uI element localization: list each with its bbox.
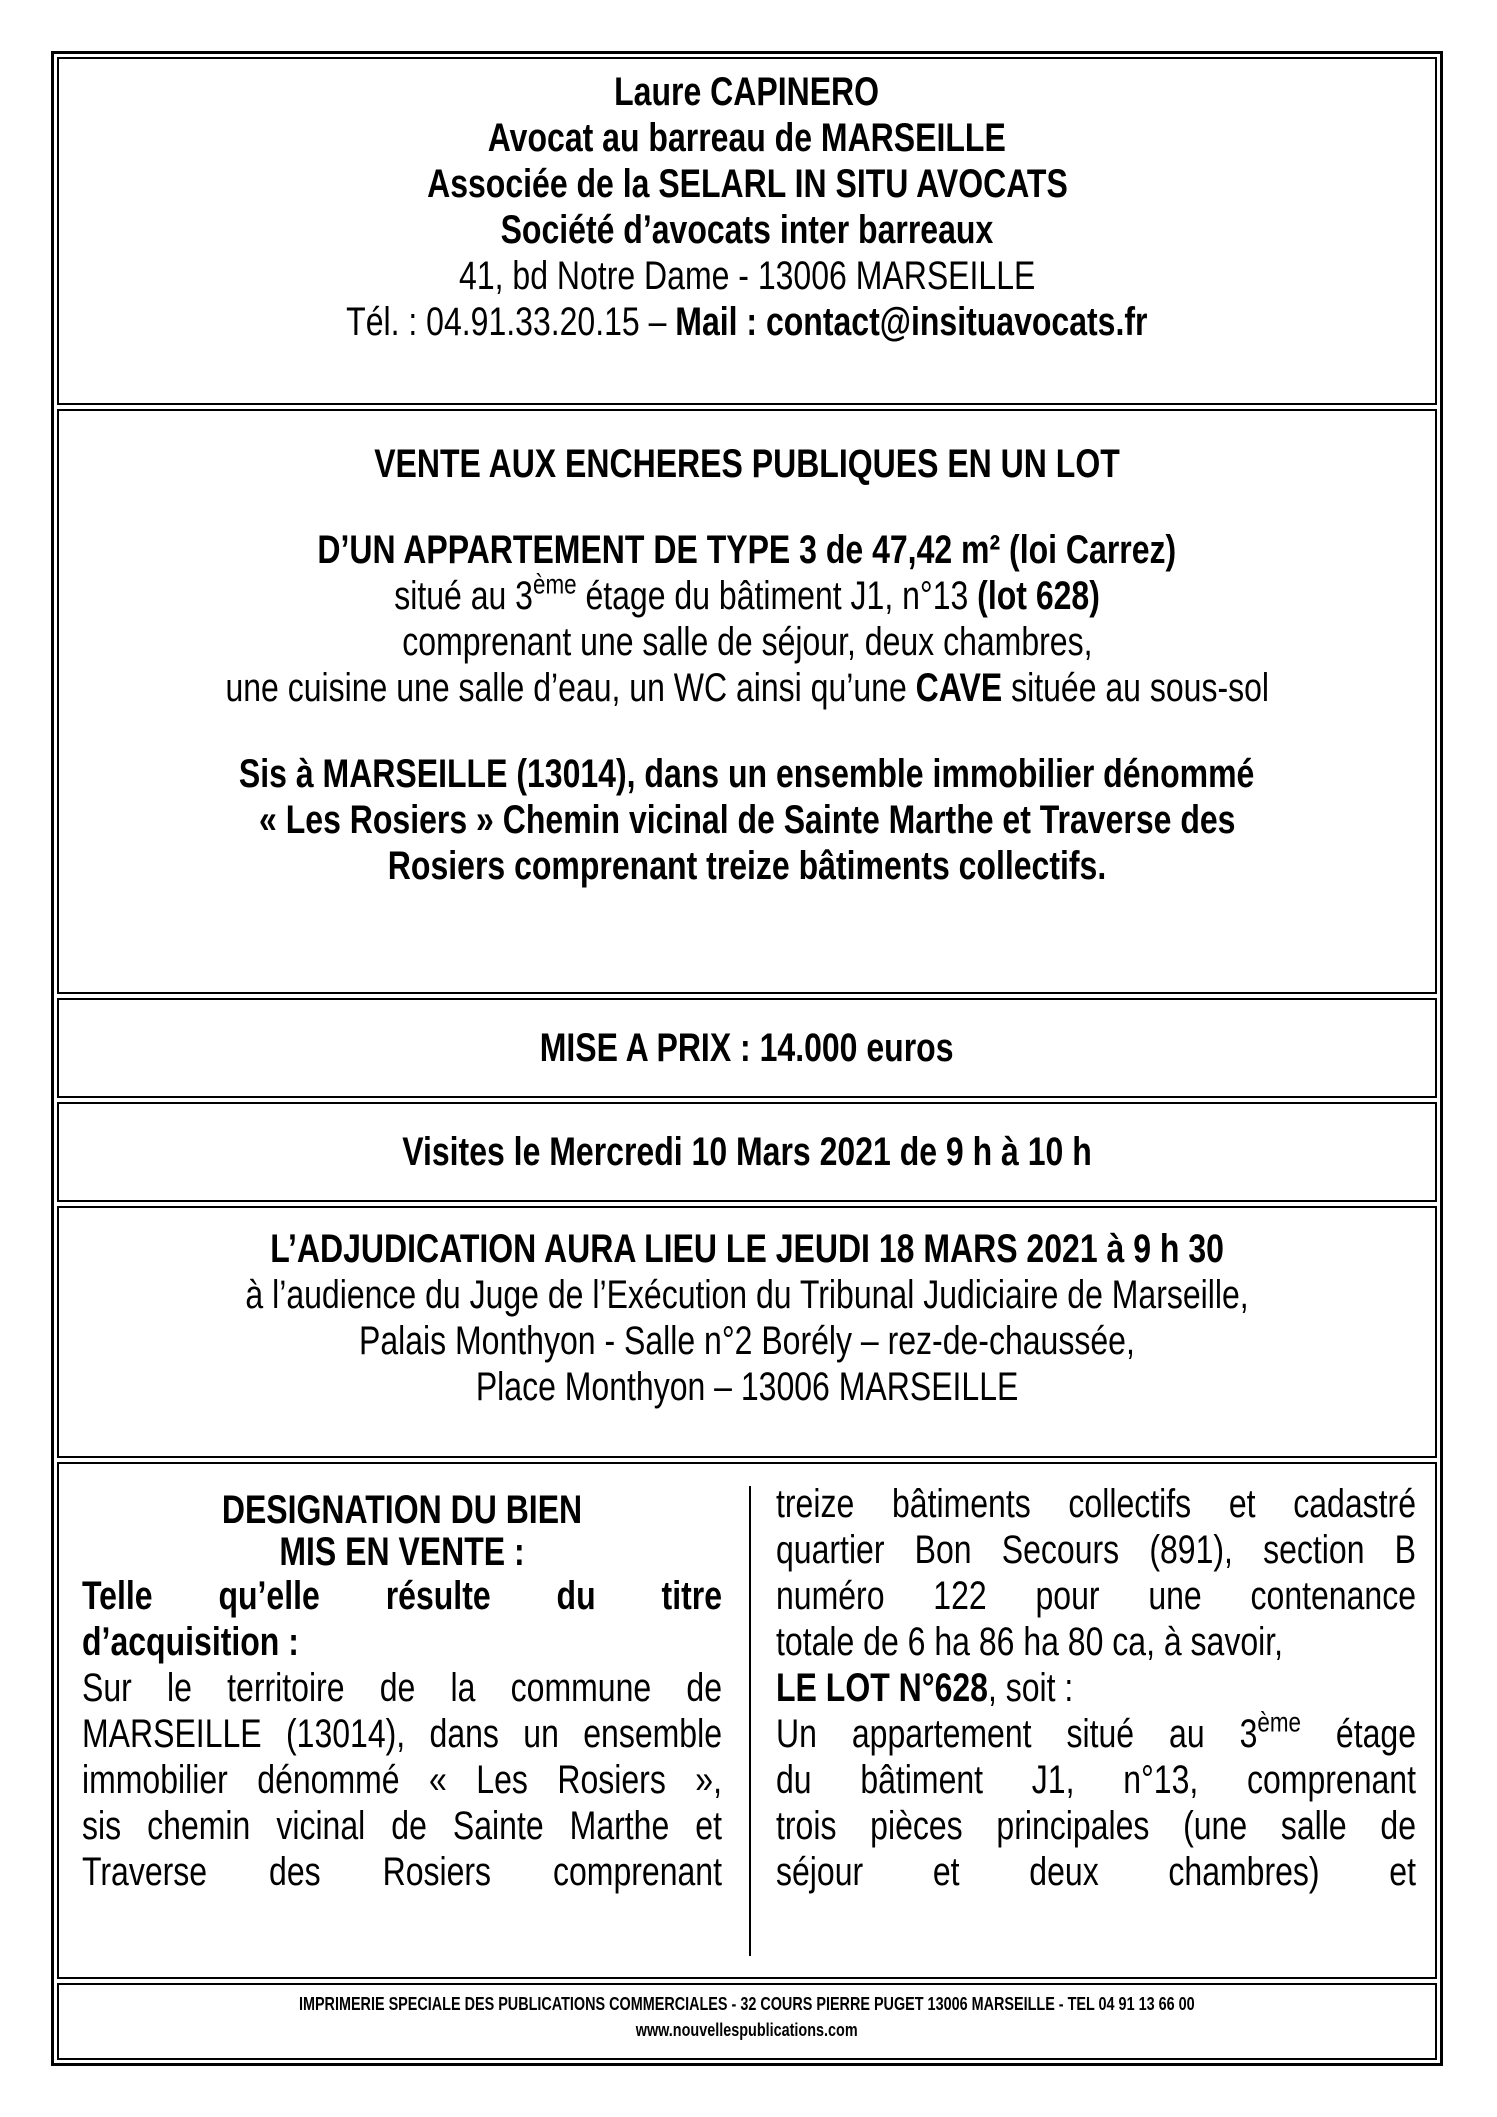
designation-heading-2: MIS EN VENTE : bbox=[279, 1530, 525, 1574]
designation-text-line: totale de 6 ha 86 ha 80 ca, à savoir, bbox=[776, 1620, 1284, 1664]
adjudication-line-2: Palais Monthyon - Salle n°2 Borély – rez-de-chaussée, bbox=[359, 1319, 1135, 1363]
designation-text-line: treize bâtiments collectifs et cadastré bbox=[776, 1482, 1416, 1526]
property-location-1: Sis à MARSEILLE (13014), dans un ensemble immobilier dénommé bbox=[239, 752, 1255, 796]
starting-price-text: MISE A PRIX : 14.000 euros bbox=[540, 1026, 954, 1070]
printer-info: IMPRIMERIE SPECIALE DES PUBLICATIONS COMMERCIALES - 32 COURS PIERRE PUGET 13006 MARSEILLE - TEL 04 91 13 66 00 bbox=[299, 1994, 1195, 2014]
lawyer-address: 41, bd Notre Dame - 13006 MARSEILLE bbox=[458, 254, 1036, 298]
lawyer-phone: Tél. : 04.91.33.20.15 – bbox=[346, 300, 676, 344]
designation-sub-2: d’acquisition : bbox=[82, 1620, 299, 1664]
adjudication-line-1: à l’audience du Juge de l’Exécution du Tribunal Judiciaire de Marseille, bbox=[245, 1273, 1249, 1317]
adjudication bbox=[57, 1206, 1437, 1458]
column-divider bbox=[749, 1486, 751, 1956]
designation-text-line: numéro 122 pour une contenance bbox=[776, 1574, 1416, 1618]
property-location-3: Rosiers comprenant treize bâtiments collectifs. bbox=[387, 844, 1107, 888]
designation-text-line: Sur le territoire de la commune de bbox=[82, 1666, 722, 1710]
designation-heading-1: DESIGNATION DU BIEN bbox=[221, 1488, 583, 1532]
designation-right-column bbox=[776, 1484, 1416, 1900]
designation-text-line: Traverse des Rosiers comprenant bbox=[82, 1850, 722, 1894]
printer-website[interactable]: www.nouvellespublications.com bbox=[636, 2020, 858, 2040]
designation-text-line: séjour et deux chambres) et bbox=[776, 1850, 1416, 1894]
lawyer-role: Avocat au barreau de MARSEILLE bbox=[487, 116, 1007, 160]
designation-text-line: trois pièces principales (une salle de bbox=[776, 1804, 1416, 1848]
designation-text-line: immobilier dénommé « Les Rosiers », bbox=[82, 1758, 722, 1802]
lawyer-name: Laure CAPINERO bbox=[614, 70, 880, 114]
designation-left-column bbox=[82, 1484, 722, 1900]
adjudication-line-3: Place Monthyon – 13006 MARSEILLE bbox=[475, 1365, 1019, 1409]
visits-text: Visites le Mercredi 10 Mars 2021 de 9 h à 10 h bbox=[402, 1130, 1092, 1174]
property-lot: (lot 628) bbox=[977, 574, 1100, 618]
designation-sub-1: Telle qu’elle résulte du titre bbox=[82, 1574, 722, 1618]
property-rooms-2: une cuisine une salle d’eau, un WC ainsi qu’une CAVE située au sous-sol bbox=[225, 666, 1269, 710]
starting-price bbox=[57, 998, 1437, 1098]
property-title: D’UN APPARTEMENT DE TYPE 3 de 47,42 m² (loi Carrez) bbox=[317, 528, 1177, 572]
lawyer-contact bbox=[346, 299, 1147, 345]
lawyer-email[interactable]: Mail : contact@insituavocats.fr bbox=[675, 300, 1148, 344]
designation-text-line: MARSEILLE (13014), dans un ensemble bbox=[82, 1712, 722, 1756]
sale-title: VENTE AUX ENCHERES PUBLIQUES EN UN LOT bbox=[374, 442, 1120, 486]
printer-footer bbox=[57, 1983, 1437, 2060]
designation-lot-line: LE LOT N°628, soit : bbox=[776, 1666, 1074, 1710]
designation bbox=[57, 1462, 1437, 1979]
lawyer-header bbox=[57, 57, 1437, 405]
lawyer-firm: Associée de la SELARL IN SITU AVOCATS bbox=[426, 162, 1068, 206]
designation-lot: LE LOT N°628 bbox=[776, 1666, 988, 1710]
lawyer-firm-type: Société d’avocats inter barreaux bbox=[500, 208, 994, 252]
adjudication-title: L’ADJUDICATION AURA LIEU LE JEUDI 18 MARS 2021 à 9 h 30 bbox=[270, 1227, 1224, 1271]
designation-apartment-line: Un appartement situé au 3ème étage bbox=[776, 1706, 1416, 1756]
property-floor: situé au 3ème étage du bâtiment J1, n°13 (lot 628) bbox=[394, 568, 1100, 618]
designation-text-line: quartier Bon Secours (891), section B bbox=[776, 1528, 1416, 1572]
sale-description bbox=[57, 409, 1437, 994]
property-rooms: comprenant une salle de séjour, deux chambres, bbox=[401, 620, 1093, 664]
designation-text-line: sis chemin vicinal de Sainte Marthe et bbox=[82, 1804, 722, 1848]
property-location-2: « Les Rosiers » Chemin vicinal de Sainte Marthe et Traverse des bbox=[258, 798, 1236, 842]
designation-text-line: du bâtiment J1, n°13, comprenant bbox=[776, 1758, 1416, 1802]
visits bbox=[57, 1102, 1437, 1202]
